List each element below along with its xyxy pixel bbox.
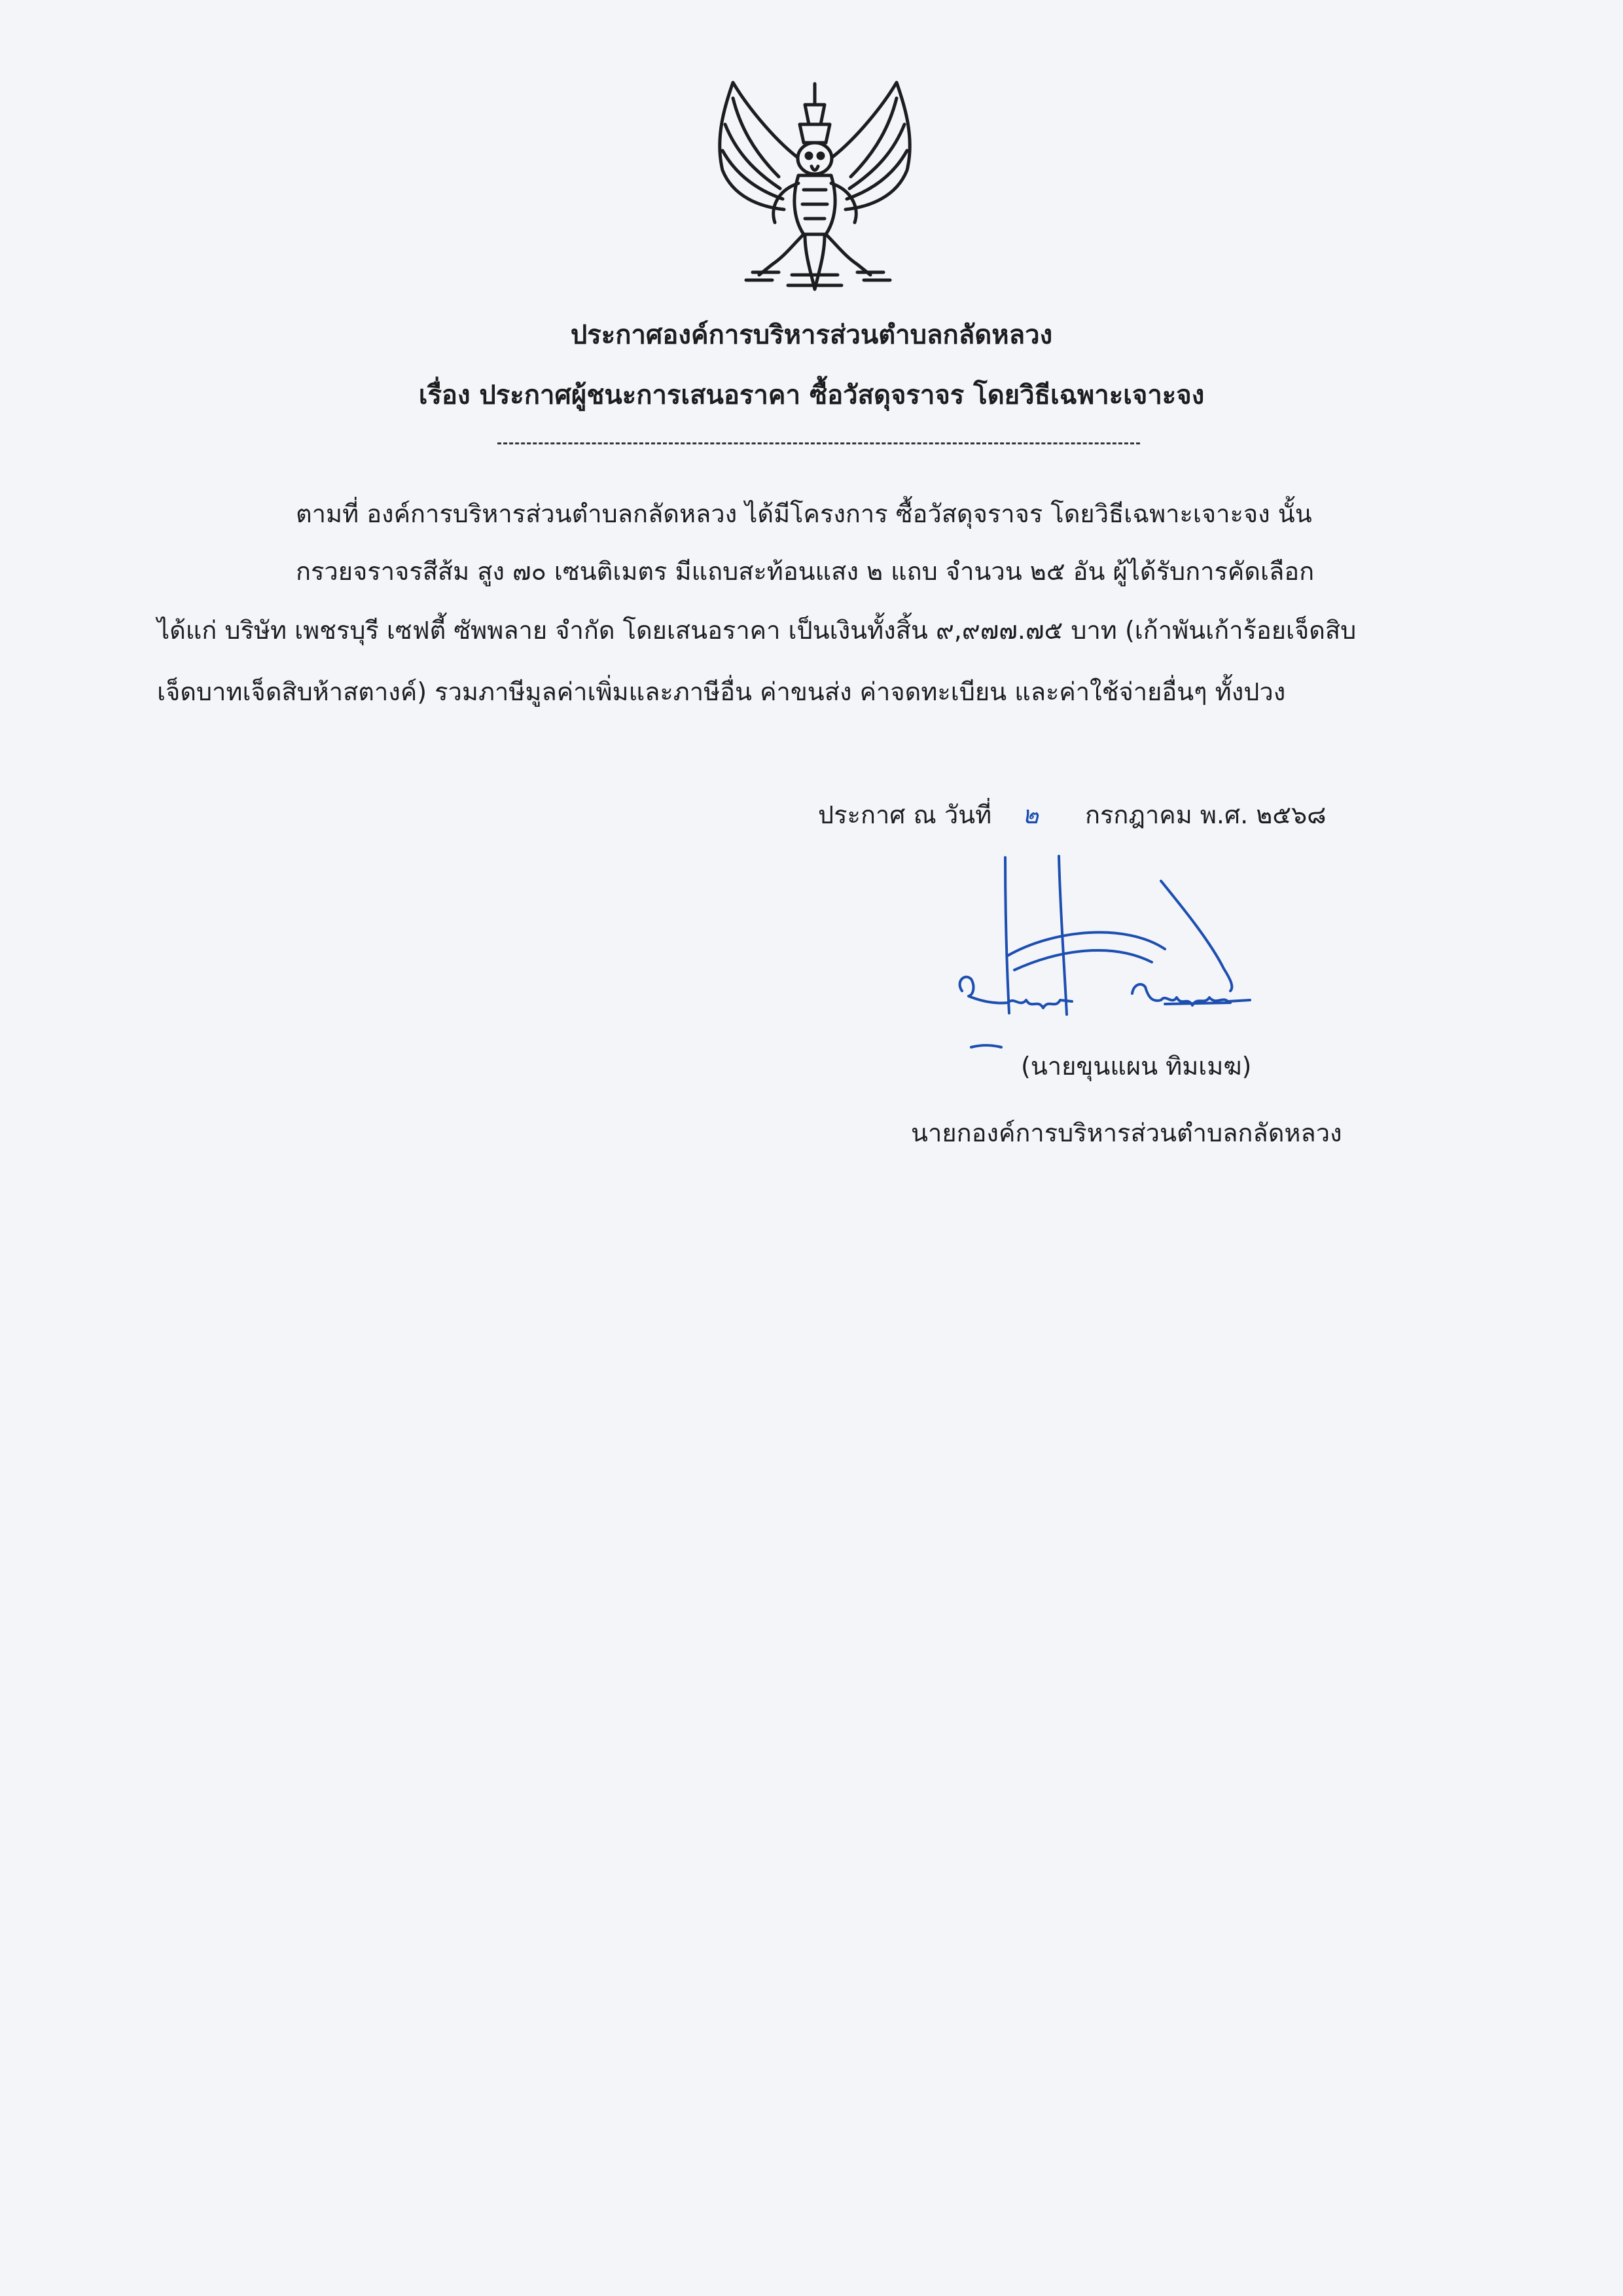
subject-heading: เรื่อง ประกาศผู้ชนะการเสนอราคา ซื้อวัสดุจราจร โดยวิธีเฉพาะเจาะจง xyxy=(418,380,1205,410)
garuda-emblem-icon xyxy=(707,79,923,295)
body-paragraph-line: ตามที่ องค์การบริหารส่วนตำบลกลัดหลวง ได้มีโครงการ ซื้อวัสดุจราจร โดยวิธีเฉพาะเจาะจง นั้น xyxy=(296,499,1312,528)
date-label: ประกาศ ณ วันที่ xyxy=(818,800,992,829)
body-paragraph-line: กรวยจราจรสีส้ม สูง ๗๐ เซนติเมตร มีแถบสะท้อนแสง ๒ แถบ จำนวน ๒๕ อัน ผู้ได้รับการคัดเลือก xyxy=(296,557,1315,586)
signature-mark xyxy=(942,851,1296,1067)
page-title: ประกาศองค์การบริหารส่วนตำบลกลัดหลวง xyxy=(570,320,1053,350)
date-month-year: กรกฎาคม พ.ศ. ๒๕๖๘ xyxy=(1085,800,1327,829)
body-paragraph-line: เจ็ดบาทเจ็ดสิบห้าสตางค์) รวมภาษีมูลค่าเพิ่มและภาษีอื่น ค่าขนส่ง ค่าจดทะเบียน และค่าใช้จ่ายอื่นๆ ทั้งปวง xyxy=(157,677,1286,706)
body-paragraph-line: ได้แก่ บริษัท เพชรบุรี เซฟตี้ ซัพพลาย จำกัด โดยเสนอราคา เป็นเงินทั้งสิ้น ๙,๙๗๗.๗๕ บาท (เก้าพันเก้าร้อยเจ็ดสิบ xyxy=(157,616,1357,645)
date-day-handwritten: ๒ xyxy=(1022,800,1039,829)
signer-title: นายกองค์การบริหารส่วนตำบลกลัดหลวง xyxy=(911,1119,1342,1147)
signer-name: (นายขุนแผน ทิมเมฆ) xyxy=(1021,1052,1252,1081)
separator-rule xyxy=(497,442,1140,444)
